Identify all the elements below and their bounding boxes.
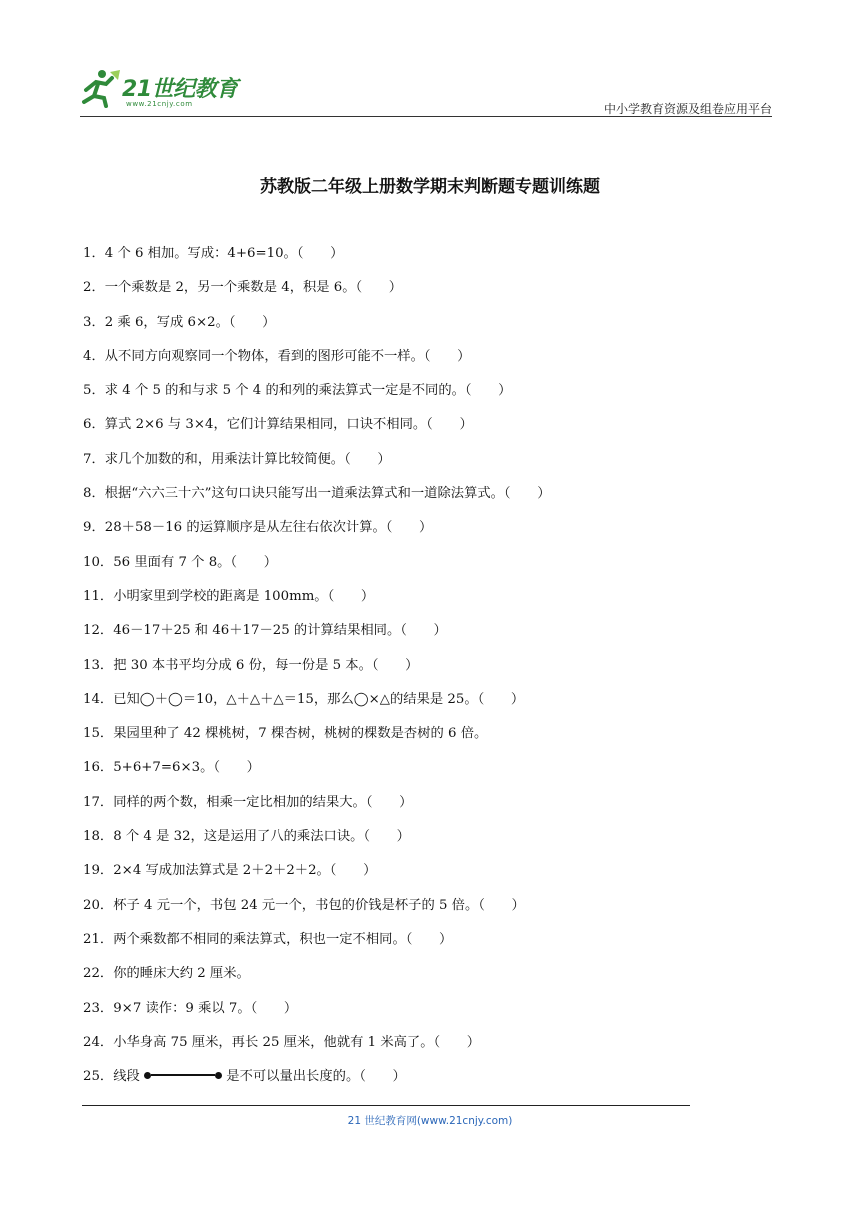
question-item: 24．小华身高 75 厘米，再长 25 厘米，他就有 1 米高了。（ ）: [83, 1034, 481, 1050]
question-item: 8．根据“六六三十六”这句口诀只能写出一道乘法算式和一道除法算式。（ ）: [83, 486, 551, 502]
platform-name: 中小学教育资源及组卷应用平台: [603, 102, 772, 116]
question-item: 18．8 个 4 是 32，这是运用了八的乘法口诀。（ ）: [83, 829, 410, 845]
question-25-suffix: 是不可以量出长度的。（ ）: [226, 1069, 406, 1085]
question-item: 4．从不同方向观察同一个物体，看到的图形可能不一样。（ ）: [83, 348, 471, 364]
site-logo[interactable]: [80, 66, 250, 112]
question-item: 19．2×4 写成加法算式是 2＋2＋2＋2。（ ）: [83, 863, 377, 879]
segment-endpoint-left: [144, 1072, 151, 1079]
question-list: [83, 244, 783, 1101]
question-item: 16．5+6+7=6×3。（ ）: [83, 760, 260, 776]
segment-endpoint-right: [215, 1072, 222, 1079]
question-item: 20．杯子 4 元一个，书包 24 元一个，书包的价钱是杯子的 5 倍。（ ）: [83, 897, 525, 913]
header-divider: [80, 116, 772, 117]
question-item: 23．9×7 读作：9 乘以 7。（ ）: [83, 1000, 298, 1016]
question-item: 12．46－17＋25 和 46＋17－25 的计算结果相同。（ ）: [83, 623, 447, 639]
question-item: 6．算式 2×6 与 3×4，它们计算结果相同，口诀不相同。（ ）: [83, 417, 473, 433]
question-item: 21．两个乘数都不相同的乘法算式，积也一定不相同。（ ）: [83, 931, 453, 947]
question-item: 17．同样的两个数，相乘一定比相加的结果大。（ ）: [83, 794, 413, 810]
question-item: 5．求 4 个 5 的和与求 5 个 4 的和列的乘法算式一定是不同的。（ ）: [83, 383, 512, 399]
question-item: 9．28＋58－16 的运算顺序是从左往右依次计算。（ ）: [83, 520, 433, 536]
question-item: 10．56 里面有 7 个 8。（ ）: [83, 554, 277, 570]
question-item-25: [83, 1067, 783, 1101]
logo-url: www.21cnjy.com: [126, 100, 193, 108]
question-item: 11．小明家里到学校的距离是 100mm。（ ）: [83, 588, 375, 604]
question-item: 22．你的睡床大约 2 厘米。: [83, 966, 250, 982]
page-title: 苏教版二年级上册数学期末判断题专题训练题: [260, 177, 600, 197]
runner-logo-icon: [80, 68, 122, 108]
question-item: 14．已知◯＋◯＝10，△＋△＋△＝15，那么◯×△的结果是 25。（ ）: [83, 691, 525, 707]
question-item: 13．把 30 本书平均分成 6 份，每一份是 5 本。（ ）: [83, 657, 419, 673]
question-25-prefix: 25．线段: [83, 1069, 145, 1085]
question-item: 15．果园里种了 42 棵桃树，7 棵杏树，桃树的棵数是杏树的 6 倍。: [83, 726, 488, 742]
page-header: [80, 66, 772, 118]
question-item: 2．一个乘数是 2，另一个乘数是 4，积是 6。（ ）: [83, 280, 403, 296]
question-item: 3．2 乘 6，写成 6×2。（ ）: [83, 314, 276, 330]
line-segment-figure: [151, 1074, 215, 1076]
footer-divider: [82, 1105, 690, 1106]
logo-text: 21世纪教育: [122, 77, 238, 102]
footer-link[interactable]: 21 世纪教育网(www.21cnjy.com): [347, 1115, 513, 1127]
question-item: 1．4 个 6 相加。写成：4+6=10。（ ）: [83, 246, 344, 261]
question-item: 7．求几个加数的和，用乘法计算比较简便。（ ）: [83, 451, 391, 467]
